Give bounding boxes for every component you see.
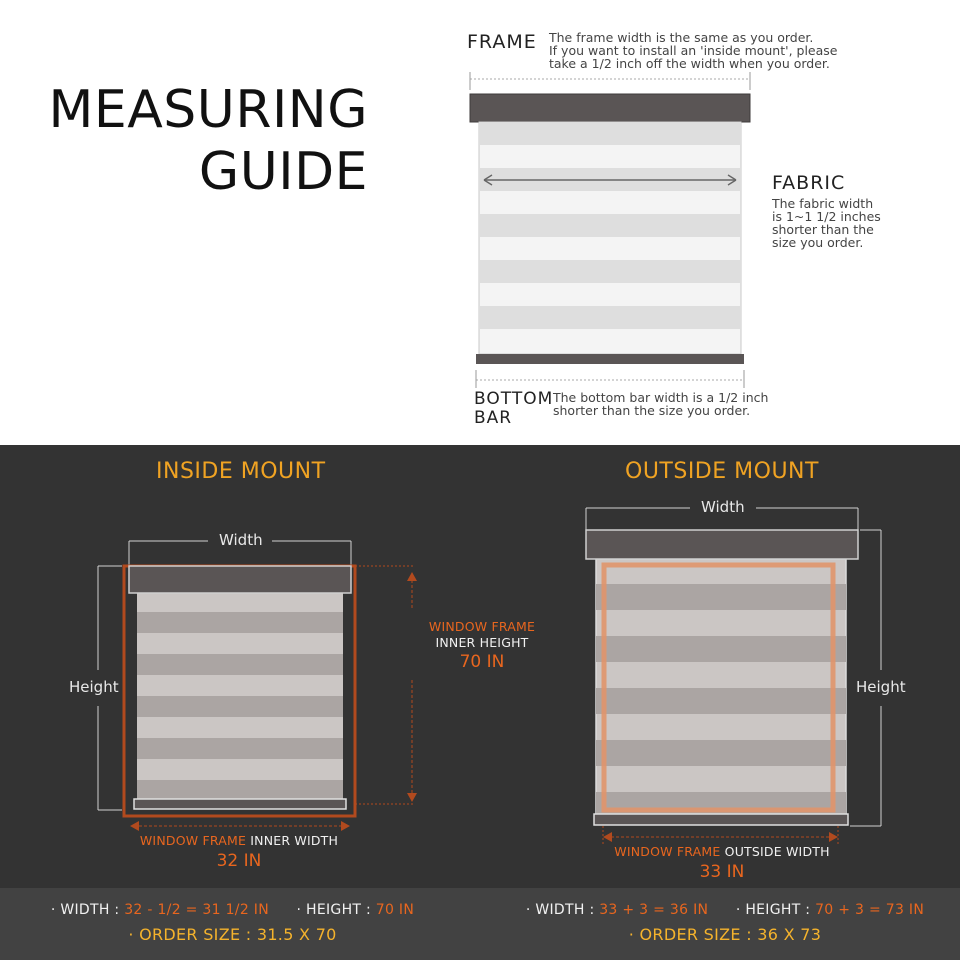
inner-height-caption: WINDOW FRAME INNER HEIGHT 70 IN bbox=[372, 621, 592, 671]
outside-width-value: 33 IN bbox=[699, 861, 745, 882]
outside-calc: · WIDTH : 33 + 3 = 36 IN · HEIGHT : 70 + 3 = 73 IN · ORDER SIZE : 36 X 73 bbox=[525, 902, 925, 944]
inner-width-value: 32 IN bbox=[216, 850, 262, 871]
title-line-2: GUIDE bbox=[198, 142, 368, 202]
outside-width-label: Width bbox=[701, 498, 745, 516]
inner-width-caption: WINDOW FRAME INNER WIDTH 32 IN bbox=[100, 835, 378, 870]
frame-label: FRAME bbox=[467, 31, 537, 53]
inside-mount-title: INSIDE MOUNT bbox=[156, 459, 326, 484]
outside-width-caption: WINDOW FRAME OUTSIDE WIDTH 33 IN bbox=[582, 846, 862, 881]
bottom-bar-label: BOTTOM BAR bbox=[474, 389, 554, 428]
frame-note: The frame width is the same as you order. If you want to install an 'inside mount', please take a 1/2 inch off the width when you order. bbox=[549, 30, 838, 71]
outside-mount-title: OUTSIDE MOUNT bbox=[625, 459, 819, 484]
fabric-label: FABRIC bbox=[772, 172, 846, 194]
title-line-1: MEASURING bbox=[48, 80, 368, 140]
outside-order-size: 36 X 73 bbox=[757, 925, 822, 944]
bottom-bar-note: The bottom bar width is a 1/2 inch shorter than the size you order. bbox=[553, 390, 769, 418]
inner-height-value: 70 IN bbox=[459, 652, 505, 672]
inside-width-label: Width bbox=[219, 531, 263, 549]
inside-order-size: 31.5 X 70 bbox=[256, 925, 337, 944]
inside-height-label: Height bbox=[69, 678, 119, 696]
outside-height-label: Height bbox=[856, 678, 906, 696]
fabric-note: The fabric width is 1~1 1/2 inches shorter than the size you order. bbox=[772, 196, 881, 250]
inside-mount-diagram bbox=[98, 541, 417, 831]
inside-calc: · WIDTH : 32 - 1/2 = 31 1/2 IN · HEIGHT : 70 IN · ORDER SIZE : 31.5 X 70 bbox=[50, 902, 415, 944]
outside-mount-diagram bbox=[586, 508, 881, 844]
